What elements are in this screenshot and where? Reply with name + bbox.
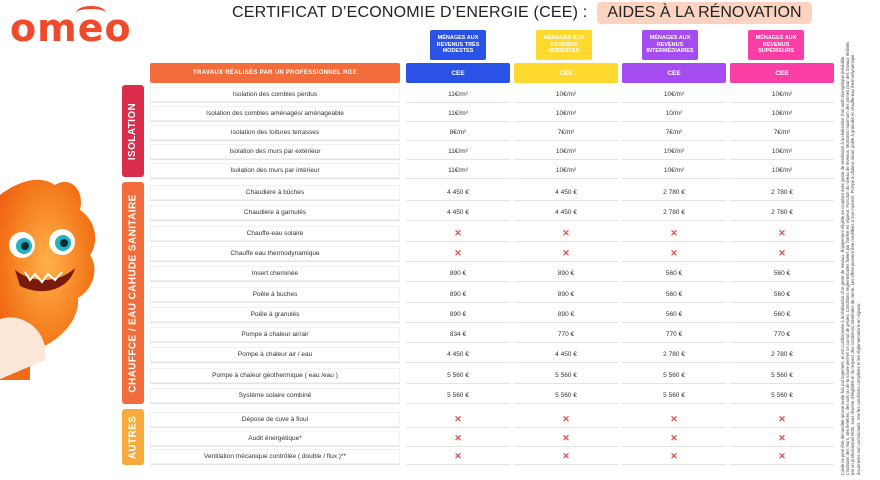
aid-value: 560 € (730, 307, 834, 323)
aid-value: 890 € (514, 287, 618, 303)
aid-value (406, 431, 510, 447)
page-title (232, 2, 812, 24)
table-row (150, 388, 838, 404)
aid-value: 5 560 € (622, 368, 726, 384)
table-row (150, 368, 838, 384)
aid-value (622, 412, 726, 428)
header-intermediate: MÉNAGES AUX REVENUS INTERMÉDIAIRES (642, 30, 698, 60)
aid-value: 11€/m² (406, 87, 510, 103)
aid-value: 10€/m² (514, 106, 618, 122)
aid-value: 10€/m² (622, 144, 726, 160)
work-label: Chaudière à garnulés (150, 205, 400, 221)
not-eligible-icon: ✕ (454, 227, 462, 238)
aid-value: 7€/m² (622, 125, 726, 141)
table-row (150, 449, 838, 465)
aid-value: 890 € (406, 266, 510, 282)
aid-value (730, 246, 834, 262)
aid-value: 10€/m² (622, 87, 726, 103)
work-label: Isolation des murs par extérieur (150, 144, 400, 160)
aid-value (406, 449, 510, 465)
cee-bar-higher: CEE (730, 63, 834, 83)
aid-value: 10€/m² (730, 106, 834, 122)
work-label: Isolation des murs par intérieur (150, 163, 400, 179)
aid-value: 890 € (406, 307, 510, 323)
omeo-logo[interactable] (10, 8, 134, 48)
table-row (150, 266, 838, 282)
aid-value: 4 450 € (514, 347, 618, 363)
logo-arc (76, 6, 106, 20)
header-modest: MÉNAGES AUX REVENUS MODESTES (536, 30, 592, 60)
group-label-autres (122, 409, 144, 465)
table-row (150, 106, 838, 122)
aid-value: 5 560 € (406, 368, 510, 384)
aid-value: 5 560 € (730, 388, 834, 404)
aid-value: 2 780 € (622, 185, 726, 201)
aid-value: 560 € (622, 307, 726, 323)
aid-value: 11€/m² (406, 106, 510, 122)
not-eligible-icon: ✕ (778, 451, 786, 461)
header-higher: MÉNAGES AUX REVENUS SUPÉRIEURS (748, 30, 804, 60)
aid-value (514, 449, 618, 465)
aid-value: 10€/m² (514, 87, 618, 103)
aid-value: 5 560 € (406, 388, 510, 404)
cee-bar-modest: CEE (514, 63, 618, 83)
not-eligible-icon: ✕ (778, 247, 786, 258)
aid-value: 890 € (514, 307, 618, 323)
aid-value: 8€/m² (406, 125, 510, 141)
aid-value: 10€/m² (622, 163, 726, 179)
work-label: Ventilation mécanique contrôlée ( double / flux )** (150, 449, 400, 465)
aid-value: 5 560 € (622, 388, 726, 404)
work-label: Audit énergétique* (150, 431, 400, 447)
cee-bar-very-modest: CEE (406, 63, 510, 83)
aid-value: 10€/m² (514, 163, 618, 179)
work-label: Pompe à chaleur géothermique ( eau /eau ) (150, 368, 400, 384)
aid-value: 5 560 € (730, 368, 834, 384)
aid-value (514, 226, 618, 242)
table-row (150, 246, 838, 262)
table-row (150, 125, 838, 141)
aid-value: 2 780 € (730, 205, 834, 221)
aid-value: 11€/m² (406, 163, 510, 179)
aid-value: 10€/m² (730, 144, 834, 160)
aid-value (514, 412, 618, 428)
aid-value: 2 780 € (730, 185, 834, 201)
aid-value (514, 431, 618, 447)
not-eligible-icon: ✕ (670, 432, 678, 443)
table-row (150, 163, 838, 179)
aid-value: 4 450 € (406, 347, 510, 363)
not-eligible-icon: ✕ (562, 432, 570, 443)
aid-value: 770 € (730, 327, 834, 343)
aid-value: 2 780 € (622, 205, 726, 221)
aid-value (622, 449, 726, 465)
legal-notice-text: L'aide ne peut être demandée qu'une seule fois par logement, et est conditionnée à la réalisation d'un geste de travaux. Équipement éligible en couplant avec geste de ventilation à la réalisation d'un audit énergétique préalable. L'isolation des murs, des fenêtres, des sols ou de la toiture permet un cumul de gestes. Conditions réglementaires fixées par l'arrêté en vigueur. Fonction du niveau de revenus. Montants maximum des primes pour des travaux réalisés par un professionnel RGE, sous réserve d'éligibilité et du respect des Conditions Générales de Vente. Les offres peuvent être modifiées à tout moment. Pompe à chaleur air/air, poêle à granulés et chauffe-eau thermodynamique : documents non contractuels. Voir les conditions complètes et les réglementations en vigueur. (840, 41, 861, 475)
aid-value: 890 € (406, 287, 510, 303)
not-eligible-icon: ✕ (670, 227, 678, 238)
aid-value: 2 780 € (730, 347, 834, 363)
aid-value: 770 € (622, 327, 726, 343)
aid-value: 560 € (622, 266, 726, 282)
aid-value: 10€/m² (514, 144, 618, 160)
not-eligible-icon: ✕ (778, 414, 786, 424)
works-header: TRAVAUX RÉALISÉS PAR UN PROFESSIONNEL RGE (150, 63, 400, 83)
not-eligible-icon: ✕ (670, 451, 678, 461)
work-label: Isolation des combles perdus (150, 87, 400, 103)
aid-value: 4 450 € (514, 205, 618, 221)
aid-value: 560 € (730, 287, 834, 303)
work-label: Isolation des combles aménagés/ aménageable (150, 106, 400, 122)
work-label: Chaudière à bûches (150, 185, 400, 201)
aid-value: 560 € (730, 266, 834, 282)
mascot-svg (0, 170, 110, 380)
aid-value: 10/m² (622, 106, 726, 122)
not-eligible-icon: ✕ (562, 451, 570, 461)
table-row (150, 412, 838, 428)
aid-value: 890 € (514, 266, 618, 282)
table-row (150, 287, 838, 303)
aid-value (622, 431, 726, 447)
not-eligible-icon: ✕ (562, 247, 570, 258)
aid-value: 10€/m² (730, 163, 834, 179)
aid-value: 4 450 € (406, 205, 510, 221)
aid-value (406, 246, 510, 262)
not-eligible-icon: ✕ (670, 414, 678, 424)
table-row (150, 205, 838, 221)
group-label-autres-text: AUTRES (127, 415, 139, 459)
aid-value: 560 € (622, 287, 726, 303)
table-row (150, 87, 838, 103)
work-label: Isolation des toitures terrasses (150, 125, 400, 141)
mascot-illustration (0, 170, 110, 380)
work-label: Poêle à buches (150, 287, 400, 303)
group-label-chauffage-text: CHAUFFCE / EAU CAHUDE SANITAIRE (127, 193, 139, 393)
aid-value: 2 780 € (622, 347, 726, 363)
table-row (150, 226, 838, 242)
not-eligible-icon: ✕ (454, 432, 462, 443)
cee-bar-intermediate: CEE (622, 63, 726, 83)
work-label: Pompe à chaleur air / eau (150, 347, 400, 363)
title-highlight: AIDES À LA RÉNOVATION (597, 2, 811, 24)
aid-value: 7€/m² (730, 125, 834, 141)
work-label: Insert cheminée (150, 266, 400, 282)
aid-value: 4 450 € (406, 185, 510, 201)
aid-value: 10€/m² (730, 87, 834, 103)
aid-value: 834 € (406, 327, 510, 343)
aid-value: 11€/m² (406, 144, 510, 160)
logo-text: omeo (10, 6, 132, 50)
work-label: Dépose de cuve à fioul (150, 412, 400, 428)
aid-value: 5 560 € (514, 388, 618, 404)
table-row (150, 144, 838, 160)
aid-value (406, 226, 510, 242)
aid-value (730, 412, 834, 428)
aid-value: 5 560 € (514, 368, 618, 384)
not-eligible-icon: ✕ (670, 247, 678, 258)
aid-value (730, 226, 834, 242)
not-eligible-icon: ✕ (562, 414, 570, 424)
not-eligible-icon: ✕ (778, 227, 786, 238)
work-label: Chauffe-eau solaire (150, 226, 400, 242)
aid-value: 770 € (514, 327, 618, 343)
table-row (150, 327, 838, 343)
group-label-isolation-text: ISOLATION (127, 102, 139, 160)
aid-value (514, 246, 618, 262)
aid-value (730, 449, 834, 465)
work-label: Poêle à granulés (150, 307, 400, 323)
not-eligible-icon: ✕ (454, 414, 462, 424)
group-label-isolation (122, 85, 144, 177)
table-row (150, 307, 838, 323)
header-very-modest: MÉNAGES AUX REVENUS TRÈS MODESTES (430, 30, 486, 60)
table-row (150, 347, 838, 363)
aid-value (622, 246, 726, 262)
work-label: Pompe à chaleur air/air (150, 327, 400, 343)
title-main: CERTIFICAT D’ECONOMIE D’ENERGIE (CEE) : (232, 4, 588, 21)
not-eligible-icon: ✕ (778, 432, 786, 443)
legal-notice (840, 40, 880, 475)
aid-value (730, 431, 834, 447)
table-row (150, 185, 838, 201)
work-label: Système solaire combiné (150, 388, 400, 404)
aid-value (406, 412, 510, 428)
table-row (150, 431, 838, 447)
not-eligible-icon: ✕ (454, 247, 462, 258)
work-label: Chauffe eau thermodynamique (150, 246, 400, 262)
aid-value: 4 450 € (514, 185, 618, 201)
group-label-chauffage (122, 182, 144, 404)
not-eligible-icon: ✕ (562, 227, 570, 238)
aid-value (622, 226, 726, 242)
not-eligible-icon: ✕ (454, 451, 462, 461)
aid-value: 7€/m² (514, 125, 618, 141)
